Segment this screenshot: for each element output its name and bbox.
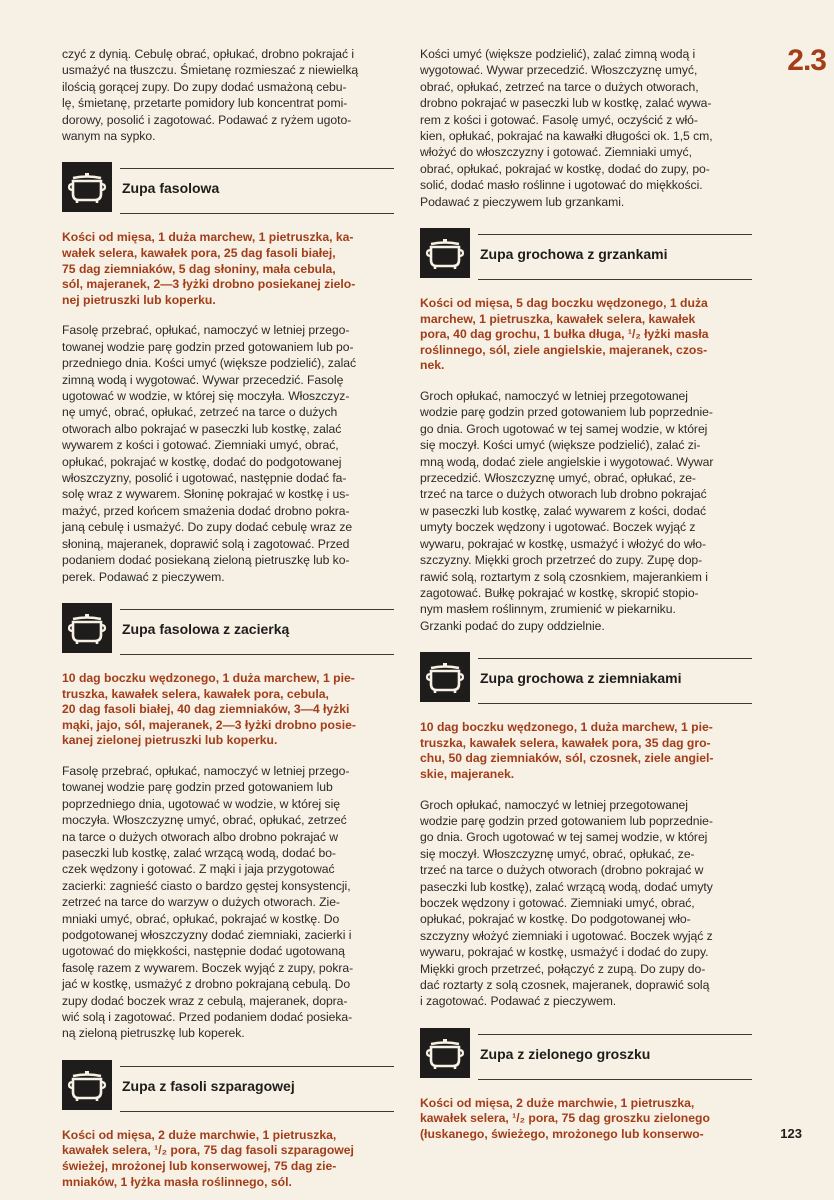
- text-line: opłukać, pokrajać w kostkę. Do podgotowanej wło-: [420, 912, 691, 927]
- text-line: dać roztarty z solą czosnek, majeranek, doprawić solą: [420, 977, 710, 992]
- recipe: [62, 1060, 394, 1190]
- text-line: usmażyć na tłuszczu. Śmietanę rozmieszać z niewielką: [62, 63, 359, 78]
- recipe: [420, 652, 752, 1010]
- text-line: fasolę razem z wywarem. Boczek wyjąć z zupy, pokra-: [62, 960, 354, 975]
- text-line: Kości od mięsa, 2 duże marchwie, 1 pietruszka,: [420, 1095, 695, 1110]
- text-line: Fasolę przebrać, opłukać, namoczyć w letniej przego-: [62, 323, 350, 338]
- method: [420, 388, 752, 634]
- divider: [120, 168, 394, 169]
- text-line: słoniną, majeranek, doprawić solą i zagotować. Przed: [62, 536, 350, 551]
- text-line: 10 dag boczku wędzonego, 1 duża marchew, 1 pie-: [62, 670, 355, 685]
- text-line: włożyć do włoszczyzny i gotować. Ziemniaki umyć,: [420, 145, 692, 160]
- text-line: zimną wodą i wygotować. Wywar przecedzić. Fasolę: [62, 372, 344, 387]
- text-line: podaniem dodać posiekaną zieloną pietruszkę lub ko-: [62, 553, 350, 568]
- intro-text: [420, 46, 752, 210]
- text-line: poprzedniego dnia, ugotować w wodzie, w której się: [62, 796, 340, 811]
- soup-pot-icon: [62, 603, 112, 653]
- text-line: wywaru, pokrajać w kostkę, usmażyć i włożyć do wło-: [420, 536, 706, 551]
- ingredients: [62, 230, 394, 308]
- text-line: umyty boczek wędzony i ugotować. Boczek wyjąć z: [420, 520, 696, 535]
- recipe-header: [62, 1060, 394, 1116]
- text-line: obrać, opłukać, zetrzeć na tarce o dużych otworach,: [420, 79, 699, 94]
- text-line: zupy dodać boczek wraz z cebulą, majeranek, dopra-: [62, 993, 348, 1008]
- method: [62, 322, 394, 585]
- text-line: świeżej, mrożonej lub konserwowej, 75 dag zie-: [62, 1158, 337, 1173]
- method: [62, 763, 394, 1042]
- text-line: nek.: [420, 358, 445, 373]
- ingredients: [420, 296, 752, 374]
- divider: [478, 234, 752, 235]
- divider: [478, 658, 752, 659]
- text-line: ugotować w wodzie, w której się moczyła. Włoszczyz-: [62, 389, 350, 404]
- recipe-list: [420, 228, 752, 1143]
- text-line: nej pietruszki lub koperku.: [62, 292, 216, 307]
- recipe-title: Zupa fasolowa z zacierką: [122, 620, 290, 637]
- divider: [120, 609, 394, 610]
- text-line: Groch opłukać, namoczyć w letniej przegotowanej: [420, 797, 688, 812]
- text-line: roślinnego, sól, ziele angielskie, majeranek, czos-: [420, 342, 708, 357]
- text-line: Miękki groch przetrzeć, połączyć z zupą. Do zupy do-: [420, 961, 706, 976]
- text-line: towanej wodzie parę godzin przed gotowaniem lub: [62, 780, 333, 795]
- text-line: ną zieloną pietruszkę lub koperek.: [62, 1026, 245, 1041]
- recipe: [62, 603, 394, 1042]
- text-line: Groch opłukać, namoczyć w letniej przegotowanej: [420, 389, 688, 404]
- text-line: zacierki: zagnieść ciasto o bardzo gęstej konsystencji,: [62, 878, 351, 893]
- text-line: paseczki lub kostkę, zalać wrzącą wodą, dodać bo-: [62, 845, 336, 860]
- text-line: szczyzny włożyć ziemniaki i ugotować. Boczek wyjąć z: [420, 928, 713, 943]
- text-line: wałek selera, kawałek pora, 25 dag fasoli białej,: [62, 246, 336, 261]
- text-line: solić, dodać masło roślinne i ugotować do miękkości.: [420, 178, 703, 193]
- text-line: mażyć, przed końcem smażenia dodać drobno pokra-: [62, 503, 350, 518]
- text-line: wywaru, pokrajać w kostkę, usmażyć i dodać do zupy.: [420, 945, 709, 960]
- text-line: pora, 40 dag grochu, 1 bułka długa, ¹/₂ łyżki masła: [420, 327, 709, 342]
- text-line: wodzie parę godzin przed gotowaniem lub poprzednie-: [420, 813, 713, 828]
- text-line: dorowy, posolić i zagotować. Podawać z ryżem ugoto-: [62, 112, 352, 127]
- text-line: przedniego dnia. Kości umyć (większe podzielić), zalać: [62, 356, 356, 371]
- text-line: ugotować do miękkości, następnie dodać ugotowaną: [62, 944, 345, 959]
- text-line: towanej wodzie parę godzin przed gotowaniem lub po-: [62, 339, 354, 354]
- recipe: [420, 228, 752, 634]
- text-line: trzeć na tarce o dużych otworach (drobno pokrajać w: [420, 863, 704, 878]
- text-line: rawić solą, roztartym z solą czosnkiem, majerankiem i: [420, 569, 708, 584]
- text-line: ilością gorącej zupy. Do zupy dodać usmażoną cebu-: [62, 79, 347, 94]
- text-line: moczyła. Włoszczyznę umyć, obrać, opłukać, zetrzeć: [62, 813, 347, 828]
- right-column: [420, 46, 752, 1143]
- text-line: się moczył. Kości umyć (większe podzielić), zalać zi-: [420, 438, 701, 453]
- text-line: nę umyć, obrać, opłukać, zetrzeć na tarce o dużych: [62, 405, 338, 420]
- text-line: paseczki lub kostkę), zalać wrzącą wodą, dodać umyty: [420, 879, 713, 894]
- text-line: włoszczyzny, posolić i ugotować, następnie dodać fa-: [62, 471, 347, 486]
- text-line: w paseczki lub kostkę, zalać wywarem z kości, dodać: [420, 503, 706, 518]
- text-line: się moczył. Włoszczyznę umyć, obrać, opłukać, ze-: [420, 846, 695, 861]
- text-line: wić solą i zagotować. Przed podaniem dodać posieka-: [62, 1009, 353, 1024]
- divider: [120, 654, 394, 655]
- intro-text: [62, 46, 394, 144]
- soup-pot-icon: [420, 228, 470, 278]
- method: [420, 797, 752, 1010]
- text-line: kien, opłukać, pokrajać na kawałki długości ok. 1,5 cm,: [420, 129, 713, 144]
- text-line: na tarce o dużych otworach albo drobno pokrajać w: [62, 829, 338, 844]
- recipe-header: [62, 162, 394, 218]
- text-line: wodzie parę godzin przed gotowaniem lub poprzednie-: [420, 405, 713, 420]
- text-line: 75 dag ziemniaków, 5 dag słoniny, mała cebula,: [62, 261, 336, 276]
- text-line: przecedzić. Włoszczyznę umyć, obrać, opłukać, ze-: [420, 471, 696, 486]
- recipe: [420, 1028, 752, 1143]
- recipe-title: Zupa grochowa z grzankami: [480, 246, 668, 263]
- soup-pot-icon: [62, 162, 112, 212]
- text-line: czek wędzony i gotować. Z mąki i jaja przygotować: [62, 862, 335, 877]
- text-line: lę, śmietanę, przetarte pomidory lub koncentrat pomi-: [62, 96, 348, 111]
- recipe-title: Zupa z fasoli szparagowej: [122, 1077, 295, 1094]
- text-line: (łuskanego, świeżego, mrożonego lub konserwo-: [420, 1126, 704, 1141]
- text-line: Grzanki podać do zupy oddzielnie.: [420, 618, 605, 633]
- text-line: Podawać z pieczywem lub grzankami.: [420, 194, 625, 209]
- divider: [478, 703, 752, 704]
- text-line: truszka, kawałek selera, kawałek pora, cebula,: [62, 686, 329, 701]
- text-line: Fasolę przebrać, opłukać, namoczyć w letniej przego-: [62, 763, 350, 778]
- divider: [478, 279, 752, 280]
- text-line: mąki, jajo, sól, majeranek, 2—3 łyżki drobno posie-: [62, 717, 356, 732]
- text-line: kawałek selera, ¹/₂ pora, 75 dag groszku zielonego: [420, 1111, 710, 1126]
- recipe-list: [62, 162, 394, 1190]
- text-line: mną wodą, dodać ziele angielskie i wygotować. Wywar: [420, 454, 714, 469]
- text-line: wanym na sypko.: [62, 129, 156, 144]
- chapter-number: 2.3: [787, 44, 826, 77]
- text-line: wygotować. Wywar przecedzić. Włoszczyznę umyć,: [420, 63, 698, 78]
- page-number: 123: [780, 1126, 802, 1141]
- text-line: go dnia. Groch ugotować w tej samej wodzie, w której: [420, 421, 708, 436]
- text-line: obrać, opłukać, pokrajać w kostkę, dodać do zupy, po-: [420, 161, 710, 176]
- text-line: chu, 50 dag ziemniaków, sól, czosnek, ziele angiel-: [420, 751, 714, 766]
- recipe-header: [420, 1028, 752, 1084]
- text-line: trzeć na tarce o dużych otworach lub drobno pokrajać: [420, 487, 707, 502]
- text-line: czyć z dynią. Cebulę obrać, opłukać, drobno pokrajać i: [62, 47, 354, 61]
- text-line: mniaków, 1 łyżka masła roślinnego, sól.: [62, 1174, 292, 1189]
- text-line: 20 dag fasoli białej, 40 dag ziemniaków, 3—4 łyżki: [62, 702, 350, 717]
- text-line: i zagotować. Podawać z pieczywem.: [420, 994, 617, 1009]
- text-line: kanej zielonej pietruszki lub koperku.: [62, 733, 278, 748]
- text-line: marchew, 1 pietruszka, kawałek selera, kawałek: [420, 311, 696, 326]
- ingredients: [62, 1128, 394, 1190]
- text-line: jać w kostkę, usmażyć z drobno pokrajaną cebulą. Do: [62, 977, 351, 992]
- text-line: kawałek selera, ¹/₂ pora, 75 dag fasoli szparagowej: [62, 1143, 354, 1158]
- text-line: mniaki umyć, obrać, opłukać, pokrajać w kostkę. Do: [62, 911, 340, 926]
- text-line: Kości od mięsa, 1 duża marchew, 1 pietruszka, ka-: [62, 230, 354, 245]
- text-line: Kości od mięsa, 5 dag boczku wędzonego, 1 duża: [420, 296, 708, 311]
- soup-pot-icon: [420, 652, 470, 702]
- ingredients: [420, 1096, 752, 1143]
- text-line: sól, majeranek, 2—3 łyżki drobno posiekanej zielo-: [62, 277, 356, 292]
- text-line: solę wraz z wywarem. Słoninę pokrajać w kostkę i us-: [62, 487, 350, 502]
- divider: [120, 1066, 394, 1067]
- text-line: wywarem z kości i gotować. Ziemniaki umyć, obrać,: [62, 438, 339, 453]
- text-line: Kości umyć (większe podzielić), zalać zimną wodą i: [420, 47, 696, 61]
- divider: [478, 1079, 752, 1080]
- recipe-header: [420, 652, 752, 708]
- recipe-title: Zupa fasolowa: [122, 180, 220, 197]
- text-line: Kości od mięsa, 2 duże marchwie, 1 pietruszka,: [62, 1127, 337, 1142]
- divider: [120, 1111, 394, 1112]
- soup-pot-icon: [62, 1060, 112, 1110]
- text-line: zetrzeć na tarce do warzyw o dużych otworach. Zie-: [62, 895, 340, 910]
- left-column: [62, 46, 394, 1190]
- soup-pot-icon: [420, 1028, 470, 1078]
- text-line: zagotować. Bułkę pokrajać w kostkę, skropić stopio-: [420, 585, 699, 600]
- text-line: szczyzny. Miękki groch przetrzeć do zupy. Zupę dop-: [420, 553, 703, 568]
- recipe-header: [62, 603, 394, 659]
- text-line: otworach albo pokrajać w paseczki lub kostkę, zalać: [62, 421, 342, 436]
- divider: [478, 1034, 752, 1035]
- text-line: skie, majeranek.: [420, 766, 515, 781]
- recipe-title: Zupa z zielonego groszku: [480, 1045, 651, 1062]
- recipe-header: [420, 228, 752, 284]
- recipe-title: Zupa grochowa z ziemniakami: [480, 670, 682, 687]
- text-line: truszka, kawałek selera, kawałek pora, 35 dag gro-: [420, 735, 711, 750]
- text-line: go dnia. Groch ugotować w tej samej wodzie, w której: [420, 830, 708, 845]
- text-line: perek. Podawać z pieczywem.: [62, 569, 225, 584]
- text-line: podgotowanej włoszczyzny dodać ziemniaki, zacierki i: [62, 927, 352, 942]
- text-line: boczek wędzony i gotować. Ziemniaki umyć, obrać,: [420, 895, 695, 910]
- divider: [120, 213, 394, 214]
- text-line: drobno pokrajać w paseczki lub w kostkę, zalać wywa-: [420, 96, 712, 111]
- text-line: opłukać, pokrajać w kostkę, dodać do podgotowanej: [62, 454, 342, 469]
- ingredients: [420, 720, 752, 782]
- text-line: 10 dag boczku wędzonego, 1 duża marchew, 1 pie-: [420, 720, 713, 735]
- text-line: nym masłem roślinnym, zrumienić w piekarniku.: [420, 602, 676, 617]
- text-line: rem z kości i gotować. Fasolę umyć, oczyścić z włó-: [420, 112, 698, 127]
- ingredients: [62, 671, 394, 749]
- text-line: janą cebulę i usmażyć. Do zupy dodać cebulę wraz ze: [62, 520, 353, 535]
- recipe: [62, 162, 394, 584]
